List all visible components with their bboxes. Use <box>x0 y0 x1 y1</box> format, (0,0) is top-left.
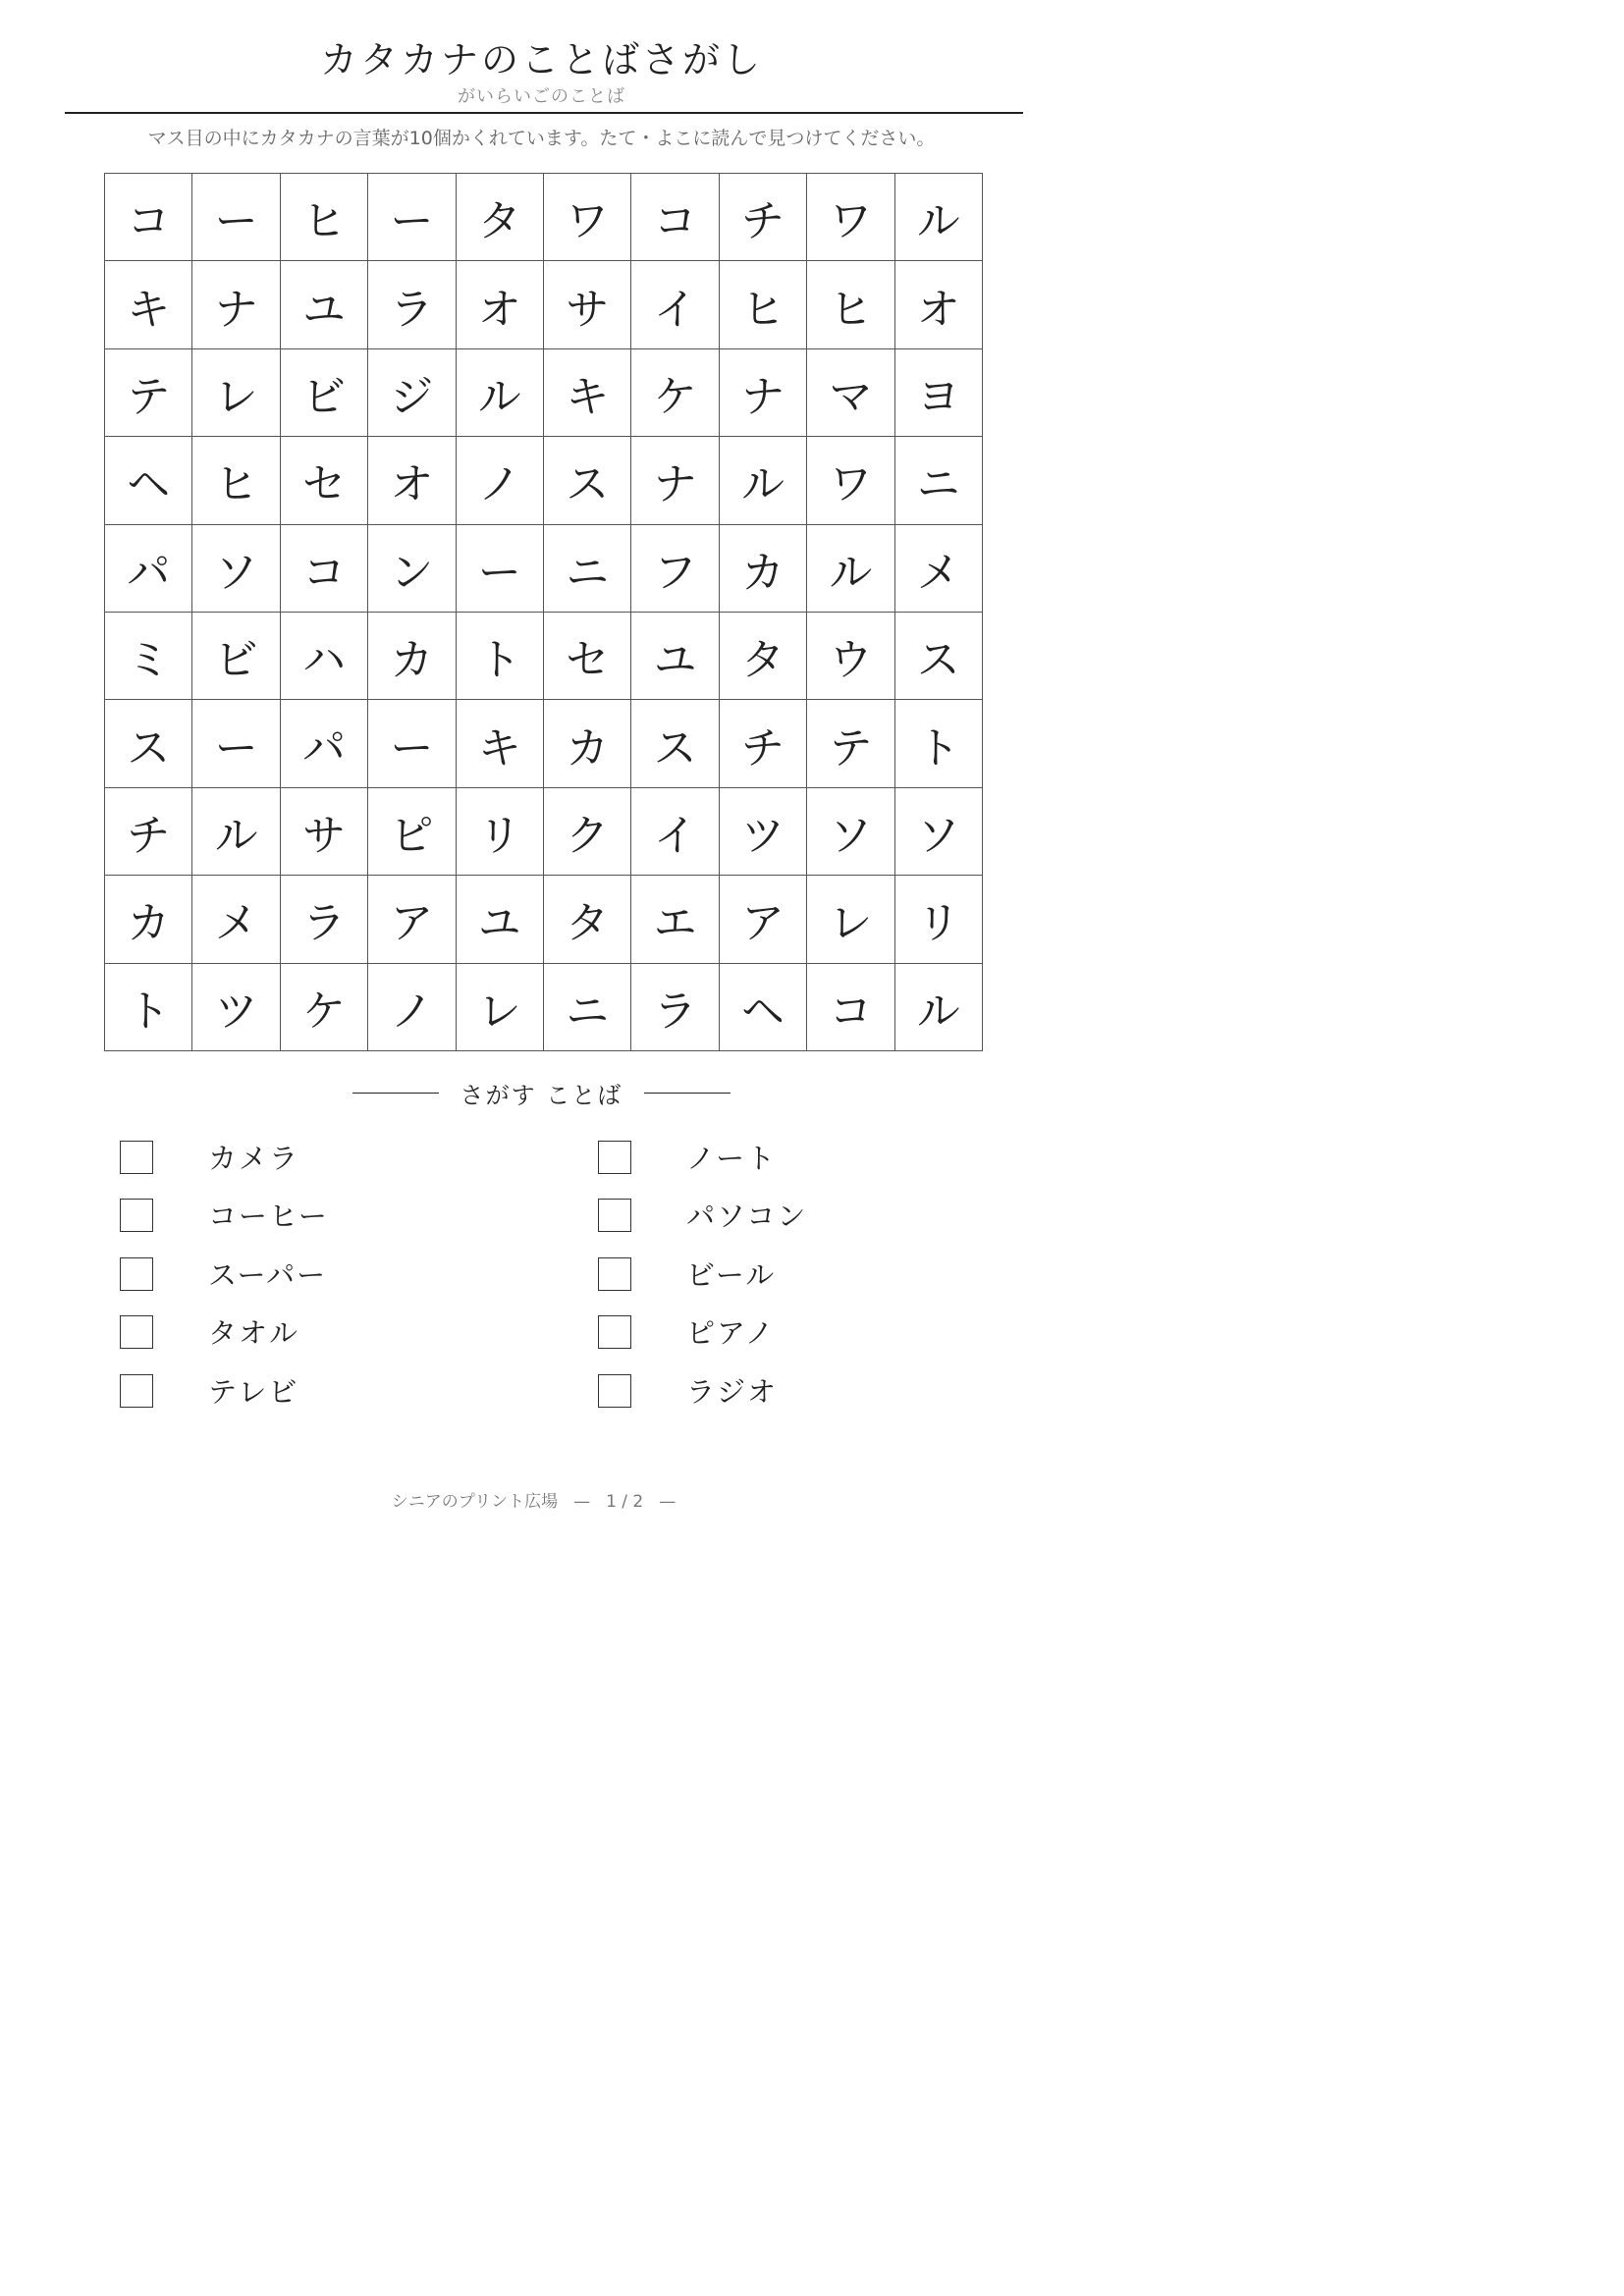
grid-cell[interactable]: ミ <box>105 613 192 700</box>
grid-cell[interactable]: ワ <box>807 437 894 524</box>
grid-cell[interactable]: ナ <box>192 261 280 348</box>
grid-cell[interactable]: エ <box>631 876 719 963</box>
grid-cell[interactable]: ヒ <box>720 261 807 348</box>
grid-cell[interactable]: ピ <box>368 788 456 876</box>
grid-cell[interactable]: ヒ <box>192 437 280 524</box>
grid-cell[interactable]: キ <box>105 261 192 348</box>
title-divider <box>65 112 1023 114</box>
footer-dash: — <box>573 1492 591 1512</box>
grid-cell[interactable]: メ <box>192 876 280 963</box>
grid-cell[interactable]: パ <box>105 525 192 613</box>
grid-cell[interactable]: ト <box>105 964 192 1051</box>
grid-cell[interactable]: ハ <box>281 613 368 700</box>
grid-cell[interactable]: キ <box>457 700 544 787</box>
footer-site-name: シニアのプリント広場 <box>391 1492 559 1512</box>
grid-cell[interactable]: チ <box>720 700 807 787</box>
grid-cell[interactable]: セ <box>544 613 631 700</box>
word-checkbox[interactable] <box>598 1199 631 1232</box>
grid-cell[interactable]: レ <box>457 964 544 1051</box>
grid-cell[interactable]: ー <box>192 700 280 787</box>
grid-cell[interactable]: ラ <box>631 964 719 1051</box>
grid-cell[interactable]: ラ <box>281 876 368 963</box>
grid-cell[interactable]: カ <box>105 876 192 963</box>
grid-cell[interactable]: オ <box>457 261 544 348</box>
grid-cell[interactable]: カ <box>368 613 456 700</box>
grid-cell[interactable]: オ <box>368 437 456 524</box>
grid-cell[interactable]: ス <box>544 437 631 524</box>
grid-cell[interactable]: ー <box>457 525 544 613</box>
grid-cell[interactable]: ウ <box>807 613 894 700</box>
grid-cell[interactable]: ー <box>192 174 280 261</box>
grid-cell[interactable]: ソ <box>192 525 280 613</box>
grid-cell[interactable]: カ <box>544 700 631 787</box>
grid-cell[interactable]: ル <box>895 964 983 1051</box>
grid-cell[interactable]: ユ <box>281 261 368 348</box>
grid-cell[interactable]: ノ <box>457 437 544 524</box>
grid-cell[interactable]: ワ <box>544 174 631 261</box>
grid-cell[interactable]: ヨ <box>895 349 983 437</box>
word-search-grid <box>104 173 983 1051</box>
grid-cell[interactable]: ヒ <box>807 261 894 348</box>
grid-cell[interactable]: カ <box>720 525 807 613</box>
grid-cell[interactable]: ケ <box>281 964 368 1051</box>
word-label: テレビ <box>208 1375 299 1409</box>
word-checkbox[interactable] <box>120 1257 153 1291</box>
grid-cell[interactable]: ツ <box>720 788 807 876</box>
grid-cell[interactable]: ニ <box>895 437 983 524</box>
grid-cell[interactable]: コ <box>105 174 192 261</box>
grid-cell[interactable]: ス <box>105 700 192 787</box>
grid-cell[interactable]: キ <box>544 349 631 437</box>
grid-cell[interactable]: ジ <box>368 349 456 437</box>
page-footer <box>0 1487 1083 1512</box>
grid-cell[interactable]: イ <box>631 261 719 348</box>
grid-cell[interactable]: レ <box>192 349 280 437</box>
grid-cell[interactable]: ソ <box>895 788 983 876</box>
grid-cell[interactable]: リ <box>457 788 544 876</box>
grid-cell[interactable]: コ <box>807 964 894 1051</box>
word-label: スーパー <box>208 1258 328 1292</box>
grid-cell[interactable]: リ <box>895 876 983 963</box>
grid-cell[interactable]: ス <box>631 700 719 787</box>
grid-cell[interactable]: タ <box>720 613 807 700</box>
grid-cell[interactable]: ル <box>895 174 983 261</box>
grid-cell[interactable]: テ <box>105 349 192 437</box>
word-list-title: さがす ことば <box>460 1082 623 1109</box>
grid-cell[interactable]: ヘ <box>720 964 807 1051</box>
grid-cell[interactable]: ス <box>895 613 983 700</box>
grid-cell[interactable]: ト <box>895 700 983 787</box>
footer-dash: — <box>659 1492 677 1512</box>
grid-cell[interactable]: サ <box>281 788 368 876</box>
page-number: 1 / 2 <box>606 1492 644 1512</box>
grid-cell[interactable]: セ <box>281 437 368 524</box>
word-checkbox[interactable] <box>120 1141 153 1174</box>
grid-cell[interactable]: ン <box>368 525 456 613</box>
grid-cell[interactable]: イ <box>631 788 719 876</box>
word-checkbox[interactable] <box>598 1315 631 1349</box>
word-label: カメラ <box>208 1142 300 1175</box>
page-subtitle: がいらいごのことば <box>458 86 625 107</box>
grid-cell[interactable]: ー <box>368 174 456 261</box>
grid-cell[interactable]: レ <box>807 876 894 963</box>
grid-cell[interactable]: ナ <box>720 349 807 437</box>
word-label: パソコン <box>686 1200 808 1233</box>
grid-cell[interactable]: ラ <box>368 261 456 348</box>
grid-cell[interactable]: ト <box>457 613 544 700</box>
grid-cell[interactable]: パ <box>281 700 368 787</box>
word-checkbox[interactable] <box>120 1315 153 1349</box>
grid-cell[interactable]: ノ <box>368 964 456 1051</box>
grid-cell[interactable]: コ <box>281 525 368 613</box>
grid-cell[interactable]: オ <box>895 261 983 348</box>
grid-cell[interactable]: ル <box>807 525 894 613</box>
grid-cell[interactable]: ル <box>192 788 280 876</box>
word-checkbox[interactable] <box>598 1141 631 1174</box>
grid-cell[interactable]: ル <box>457 349 544 437</box>
grid-cell[interactable]: テ <box>807 700 894 787</box>
grid-cell[interactable]: ル <box>720 437 807 524</box>
grid-cell[interactable]: ユ <box>631 613 719 700</box>
grid-cell[interactable]: コ <box>631 174 719 261</box>
grid-cell[interactable]: ニ <box>544 525 631 613</box>
grid-cell[interactable]: タ <box>544 876 631 963</box>
word-checkbox[interactable] <box>598 1374 631 1408</box>
grid-cell[interactable]: ケ <box>631 349 719 437</box>
word-label: ノート <box>686 1142 778 1175</box>
instructions-text: マス目の中にカタカナの言葉が10個かくれています。たて・よこに読んで見つけてください。 <box>147 128 936 149</box>
grid-cell[interactable]: ナ <box>631 437 719 524</box>
grid-cell[interactable]: ビ <box>192 613 280 700</box>
grid-cell[interactable]: メ <box>895 525 983 613</box>
word-label: タオル <box>208 1316 300 1350</box>
grid-cell[interactable]: チ <box>720 174 807 261</box>
header-rule-left <box>352 1093 439 1095</box>
grid-cell[interactable]: ソ <box>807 788 894 876</box>
header-rule-right <box>644 1093 731 1095</box>
grid-cell[interactable]: チ <box>105 788 192 876</box>
word-label: コーヒー <box>208 1200 329 1233</box>
grid-cell[interactable]: ア <box>368 876 456 963</box>
grid-cell[interactable]: ヒ <box>281 174 368 261</box>
grid-cell[interactable]: ツ <box>192 964 280 1051</box>
page-title: カタカナのことばさがし <box>319 38 763 81</box>
grid-cell[interactable]: ヘ <box>105 437 192 524</box>
grid-cell[interactable]: ア <box>720 876 807 963</box>
grid-cell[interactable]: フ <box>631 525 719 613</box>
grid-cell[interactable]: サ <box>544 261 631 348</box>
grid-cell[interactable]: マ <box>807 349 894 437</box>
grid-cell[interactable]: タ <box>457 174 544 261</box>
word-checkbox[interactable] <box>120 1199 153 1232</box>
word-label: ラジオ <box>686 1375 779 1409</box>
grid-cell[interactable]: ー <box>368 700 456 787</box>
grid-cell[interactable]: ク <box>544 788 631 876</box>
word-label: ピアノ <box>686 1316 776 1350</box>
grid-cell[interactable]: ユ <box>457 876 544 963</box>
grid-cell[interactable]: ビ <box>281 349 368 437</box>
word-list-header <box>0 1076 1083 1110</box>
grid-cell[interactable]: ワ <box>807 174 894 261</box>
grid-cell[interactable]: ニ <box>544 964 631 1051</box>
word-label: ビール <box>686 1258 777 1292</box>
word-checkbox[interactable] <box>598 1257 631 1291</box>
word-checkbox[interactable] <box>120 1374 153 1408</box>
